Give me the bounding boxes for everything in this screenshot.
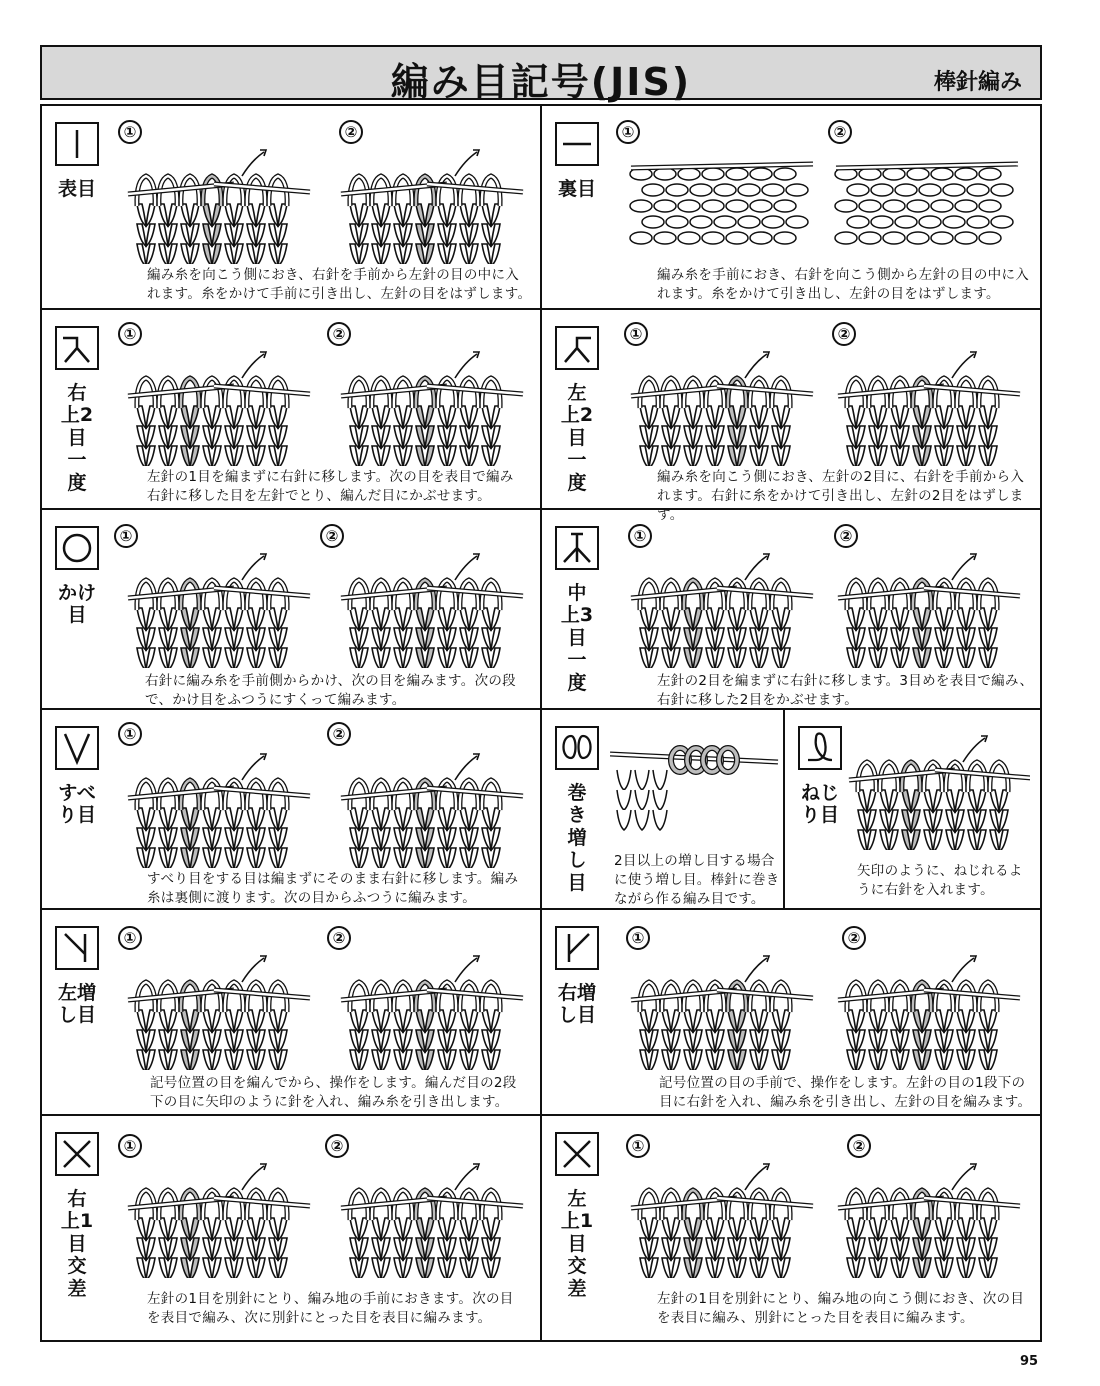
twisted-stitch-name: ねじり目 (800, 782, 839, 827)
left-increase-description: 記号位置の目を編んでから、操作をします。編んだ目の2段 下の目に矢印のように針を入れ、編み糸を引き出します。 (150, 1075, 517, 1110)
step-2-label: ② (832, 322, 856, 346)
right-increase-symbol-icon (555, 926, 599, 970)
right-2-tog-step2-illustration (337, 348, 527, 466)
right-2-tog-name: 右上2目一度 (60, 382, 94, 494)
step-2-label: ② (339, 120, 363, 144)
step-2-label: ② (834, 524, 858, 548)
cell-right-2-tog (42, 310, 542, 510)
cell-right-increase (542, 910, 1040, 1116)
purl-name: 裏目 (557, 178, 596, 200)
right-2-tog-step1-illustration (124, 348, 314, 466)
purl-step2-illustration (832, 144, 1022, 262)
step-2-label: ② (327, 322, 351, 346)
left-cross-description: 左針の1目を別針にとり、編み地の向こう側におき、次の目 を表目に編み、別針にとった目を表目に編みます。 (657, 1291, 1025, 1326)
right-cross-name: 右上1目交差 (60, 1188, 94, 1300)
left-cross-step2-illustration (834, 1160, 1024, 1278)
left-increase-step2-illustration (337, 952, 527, 1070)
cell-right-cross (42, 1116, 542, 1340)
left-increase-symbol-icon (55, 926, 99, 970)
step-1-label: ① (114, 524, 138, 548)
knit-step2-illustration (337, 146, 527, 264)
left-2-tog-description: 編み糸を向こう側におき、左針の2目に、右針を手前から入 れます。右針に糸をかけて引き出し、左針の2目をはずします。 (657, 469, 1025, 523)
cell-knit (42, 106, 542, 310)
center-3-tog-description: 左針の2目を編まずに右針に移します。3目めを表目で編み、 右針に移した2目をかぶせます。 (657, 673, 1034, 708)
step-1-label: ① (616, 120, 640, 144)
wrap-cast-on-name: 巻き増し目 (567, 782, 587, 894)
step-2-label: ② (327, 722, 351, 746)
step-1-label: ① (118, 1134, 142, 1158)
purl-step1-illustration (627, 144, 817, 262)
step-1-label: ① (118, 120, 142, 144)
step-1-label: ① (624, 322, 648, 346)
knit-symbol-icon (55, 122, 99, 166)
twisted-stitch-illustration (845, 732, 1030, 850)
right-increase-name: 右増し目 (557, 982, 596, 1027)
left-cross-step1-illustration (627, 1160, 817, 1278)
right-increase-step1-illustration (627, 952, 817, 1070)
left-cross-name: 左上1目交差 (560, 1188, 594, 1300)
cell-yarn-over (42, 510, 542, 710)
purl-symbol-icon (555, 122, 599, 166)
yarn-over-symbol-icon (55, 526, 99, 570)
left-2-tog-step2-illustration (834, 348, 1024, 466)
wrap-cast-on-symbol-icon (555, 726, 599, 770)
cell-wrap-cast-on (542, 710, 785, 910)
cell-twisted-stitch (785, 710, 1040, 910)
right-cross-step2-illustration (337, 1160, 527, 1278)
slip-stitch-step1-illustration (124, 750, 314, 868)
step-1-label: ① (118, 322, 142, 346)
page-number: 95 (1020, 1354, 1039, 1369)
cell-purl (542, 106, 1040, 310)
slip-stitch-description: すべり目をする目は編まずにそのまま右針に移します。編み 糸は裏側に渡ります。次の目からふつうに編みます。 (147, 871, 519, 906)
step-2-label: ② (327, 926, 351, 950)
cell-left-cross (542, 1116, 1040, 1340)
purl-description: 編み糸を手前におき、右針を向こう側から左針の目の中に入 れます。糸をかけて引き出し、左針の目をはずします。 (657, 267, 1030, 302)
step-2-label: ② (847, 1134, 871, 1158)
left-2-tog-symbol-icon (555, 326, 599, 370)
yarn-over-step2-illustration (337, 550, 527, 668)
cell-left-increase (42, 910, 542, 1116)
center-3-tog-step1-illustration (627, 550, 817, 668)
wrap-cast-on-description: 2目以上の増し目する場合 に使う増し目。棒針に巻き ながら作る編み目です。 (614, 853, 780, 907)
right-2-tog-description: 左針の1目を編まずに右針に移します。次の目を表目で編み 右針に移した目を左針でとり、編んだ目にかぶせます。 (147, 469, 514, 504)
step-1-label: ① (118, 926, 142, 950)
page-title: 編み目記号(JIS) (390, 60, 692, 104)
step-1-label: ① (626, 926, 650, 950)
center-3-tog-step2-illustration (834, 550, 1024, 668)
yarn-over-name: かけ目 (57, 582, 96, 627)
yarn-over-description: 右針に編み糸を手前側からかけ、次の目を編みます。次の段 で、かけ目をふつうにすくって編みます。 (145, 673, 516, 708)
center-3-tog-symbol-icon (555, 526, 599, 570)
step-1-label: ① (118, 722, 142, 746)
left-increase-name: 左増し目 (57, 982, 96, 1027)
step-2-label: ② (320, 524, 344, 548)
cell-center-3-tog (542, 510, 1040, 710)
left-2-tog-step1-illustration (627, 348, 817, 466)
page-header (40, 45, 1042, 104)
right-increase-step2-illustration (834, 952, 1024, 1070)
twisted-stitch-description: 矢印のように、ねじれるよ うに右針を入れます。 (857, 863, 1023, 898)
right-2-tog-symbol-icon (55, 326, 99, 370)
knit-description: 編み糸を向こう側におき、右針を手前から左針の目の中に入 れます。糸をかけて手前に引き出し、左針の目をはずします。 (147, 267, 532, 302)
step-1-label: ① (626, 1134, 650, 1158)
step-2-label: ② (325, 1134, 349, 1158)
wrap-cast-on-illustration (610, 726, 780, 844)
slip-stitch-step2-illustration (337, 750, 527, 868)
step-2-label: ② (828, 120, 852, 144)
left-cross-symbol-icon (555, 1132, 599, 1176)
step-2-label: ② (842, 926, 866, 950)
right-cross-step1-illustration (124, 1160, 314, 1278)
yarn-over-step1-illustration (124, 550, 314, 668)
right-cross-symbol-icon (55, 1132, 99, 1176)
left-increase-step1-illustration (124, 952, 314, 1070)
twisted-stitch-symbol-icon (798, 726, 842, 770)
cell-slip-stitch (42, 710, 542, 910)
right-increase-description: 記号位置の目の手前で、操作をします。左針の目の1段下の 目に右針を入れ、編み糸を引き出し、左針の目を編みます。 (659, 1075, 1032, 1110)
right-cross-description: 左針の1目を別針にとり、編み地の手前におきます。次の目 を表目で編み、次に別針にとった目を表目に編みます。 (147, 1291, 514, 1326)
slip-stitch-name: すべり目 (57, 782, 96, 827)
cell-left-2-tog (542, 310, 1040, 523)
center-3-tog-name: 中上3目一度 (560, 582, 594, 694)
page-subtitle: 棒針編み (933, 70, 1022, 95)
knit-name: 表目 (57, 178, 96, 200)
left-2-tog-name: 左上2目一度 (560, 382, 594, 494)
slip-stitch-symbol-icon (55, 726, 99, 770)
symbol-grid (40, 104, 1042, 1342)
knit-step1-illustration (124, 146, 314, 264)
step-1-label: ① (628, 524, 652, 548)
